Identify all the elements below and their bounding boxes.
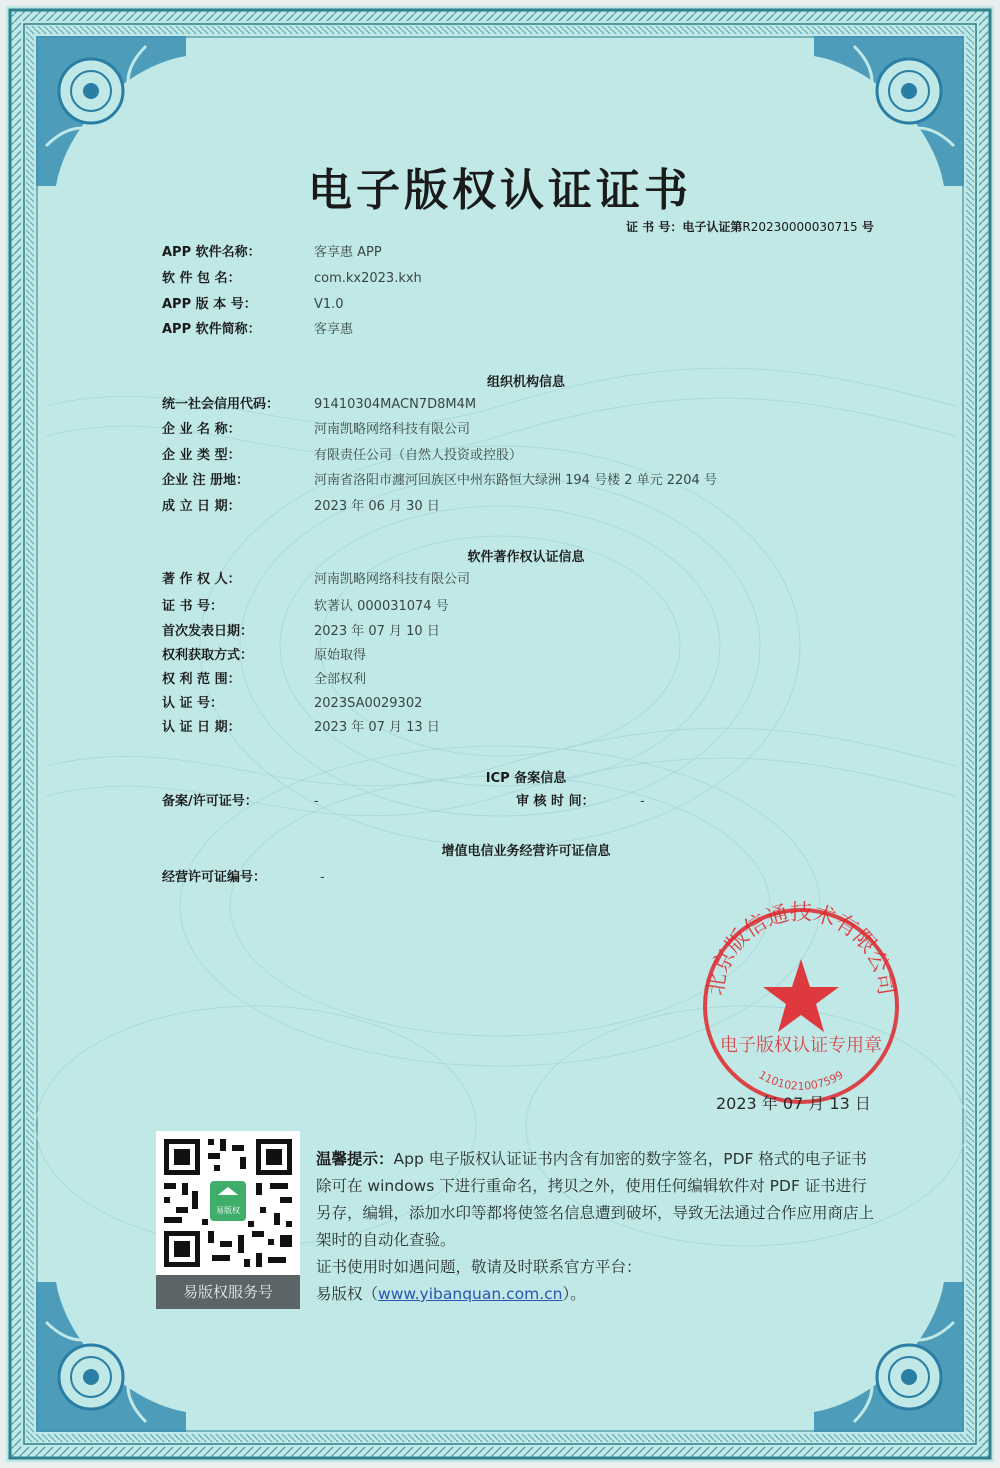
field-label: 企业 注 册地： (162, 473, 250, 488)
qr-logo-text: 易版权 (216, 1206, 240, 1215)
field-value: 软著认 000031074 号 (314, 599, 449, 614)
qr-caption: 易版权服务号 (156, 1275, 300, 1309)
icp-section-title: ICP 备案信息 (485, 771, 567, 786)
field-value: - (320, 870, 325, 885)
field-value: 客享惠 APP (314, 245, 382, 260)
field-label: 证 书 号： (162, 599, 224, 614)
field-value: 原始取得 (314, 648, 367, 663)
notice-close: ）。 (562, 1285, 586, 1303)
star-icon (763, 959, 839, 1032)
field-label: APP 软件简称： (162, 322, 261, 337)
field-value: 2023 年 06 月 30 日 (314, 499, 440, 514)
notice-body: App 电子版权认证证书内含有加密的数字签名，PDF 格式的电子证书除可在 windows 下进行重命名，拷贝之外，使用任何编辑软件对 PDF 证书进行另存，编辑，添加水印等都将使签名信息遭到破坏，导致无法通过合作应用商店上架时的自动化查验。 (316, 1150, 875, 1249)
field-label: 企 业 类 型： (162, 448, 241, 463)
field-value: 河南凯略网络科技有限公司 (314, 572, 471, 587)
field-value: com.kx2023.kxh (314, 271, 422, 286)
notice-heading: 温馨提示： (316, 1150, 394, 1168)
field-value: - (314, 794, 319, 809)
seal-purpose-text: 电子版权认证专用章 (720, 1035, 882, 1056)
telecom-section-title: 增值电信业务经营许可证信息 (441, 844, 611, 859)
field-label: 首次发表日期： (162, 624, 254, 639)
certificate-number (626, 218, 874, 235)
field-label: 著 作 权 人： (162, 572, 241, 587)
copyright-section-title: 软件著作权认证信息 (467, 550, 585, 565)
field-value: 有限责任公司（自然人投资或控股） (314, 448, 523, 463)
certificate-number-suffix: 号 (861, 220, 874, 234)
field-label: APP 软件名称： (162, 245, 261, 260)
platform-link[interactable]: www.yibanquan.com.cn (378, 1285, 563, 1303)
certificate-number-label: 证 书 号：电子认证第 (626, 220, 743, 234)
field-label: 认 证 号： (162, 696, 224, 711)
org-section-title: 组织机构信息 (486, 375, 565, 390)
seal-company-text: 北京版信通技术有限公司 (703, 901, 899, 998)
field-label: 企 业 名 称： (162, 422, 241, 437)
field-label: 审 核 时 间： (516, 794, 595, 809)
field-label: 权利获取方式： (162, 648, 254, 663)
field-value: 2023 年 07 月 13 日 (314, 720, 440, 735)
seal-code-text: 1101021007599 (756, 1068, 846, 1093)
field-value: V1.0 (314, 297, 344, 312)
field-label: 备案/许可证号： (162, 794, 258, 809)
certificate-title: 电子版权认证证书 (308, 165, 692, 216)
notice-platform: 易版权（ (316, 1285, 379, 1303)
field-label: 认 证 日 期： (162, 720, 241, 735)
certificate-number-value: R20230000030715 (742, 220, 858, 234)
field-value: 客享惠 (314, 322, 354, 337)
field-value: 2023SA0029302 (314, 696, 423, 711)
official-seal (696, 901, 906, 1111)
field-label: 统一社会信用代码： (162, 397, 280, 412)
qr-code[interactable] (156, 1131, 300, 1309)
qr-code-icon (156, 1131, 300, 1275)
field-value: 河南省洛阳市瀍河回族区中州东路恒大绿洲 194 号楼 2 单元 2204 号 (314, 473, 717, 488)
notice-block (316, 1146, 876, 1308)
field-label: 软 件 包 名： (162, 271, 241, 286)
field-value: 2023 年 07 月 10 日 (314, 624, 440, 639)
field-value: 91410304MACN7D8M4M (314, 397, 477, 412)
notice-contact-line: 证书使用时如遇问题，敬请及时联系官方平台： (316, 1258, 642, 1276)
svg-text:1101021007599 (756, 1068, 845, 1092)
field-value: 河南凯略网络科技有限公司 (314, 422, 471, 437)
field-value: 全部权利 (314, 672, 367, 687)
field-value: - (640, 794, 645, 809)
certificate (6, 6, 994, 1462)
field-label: 成 立 日 期： (162, 499, 241, 514)
seal-date: 2023 年 07 月 13 日 (716, 1094, 871, 1113)
field-label: APP 版 本 号： (162, 297, 257, 312)
field-label: 经营许可证编号： (162, 870, 267, 885)
field-label: 权 利 范 围： (162, 672, 241, 687)
